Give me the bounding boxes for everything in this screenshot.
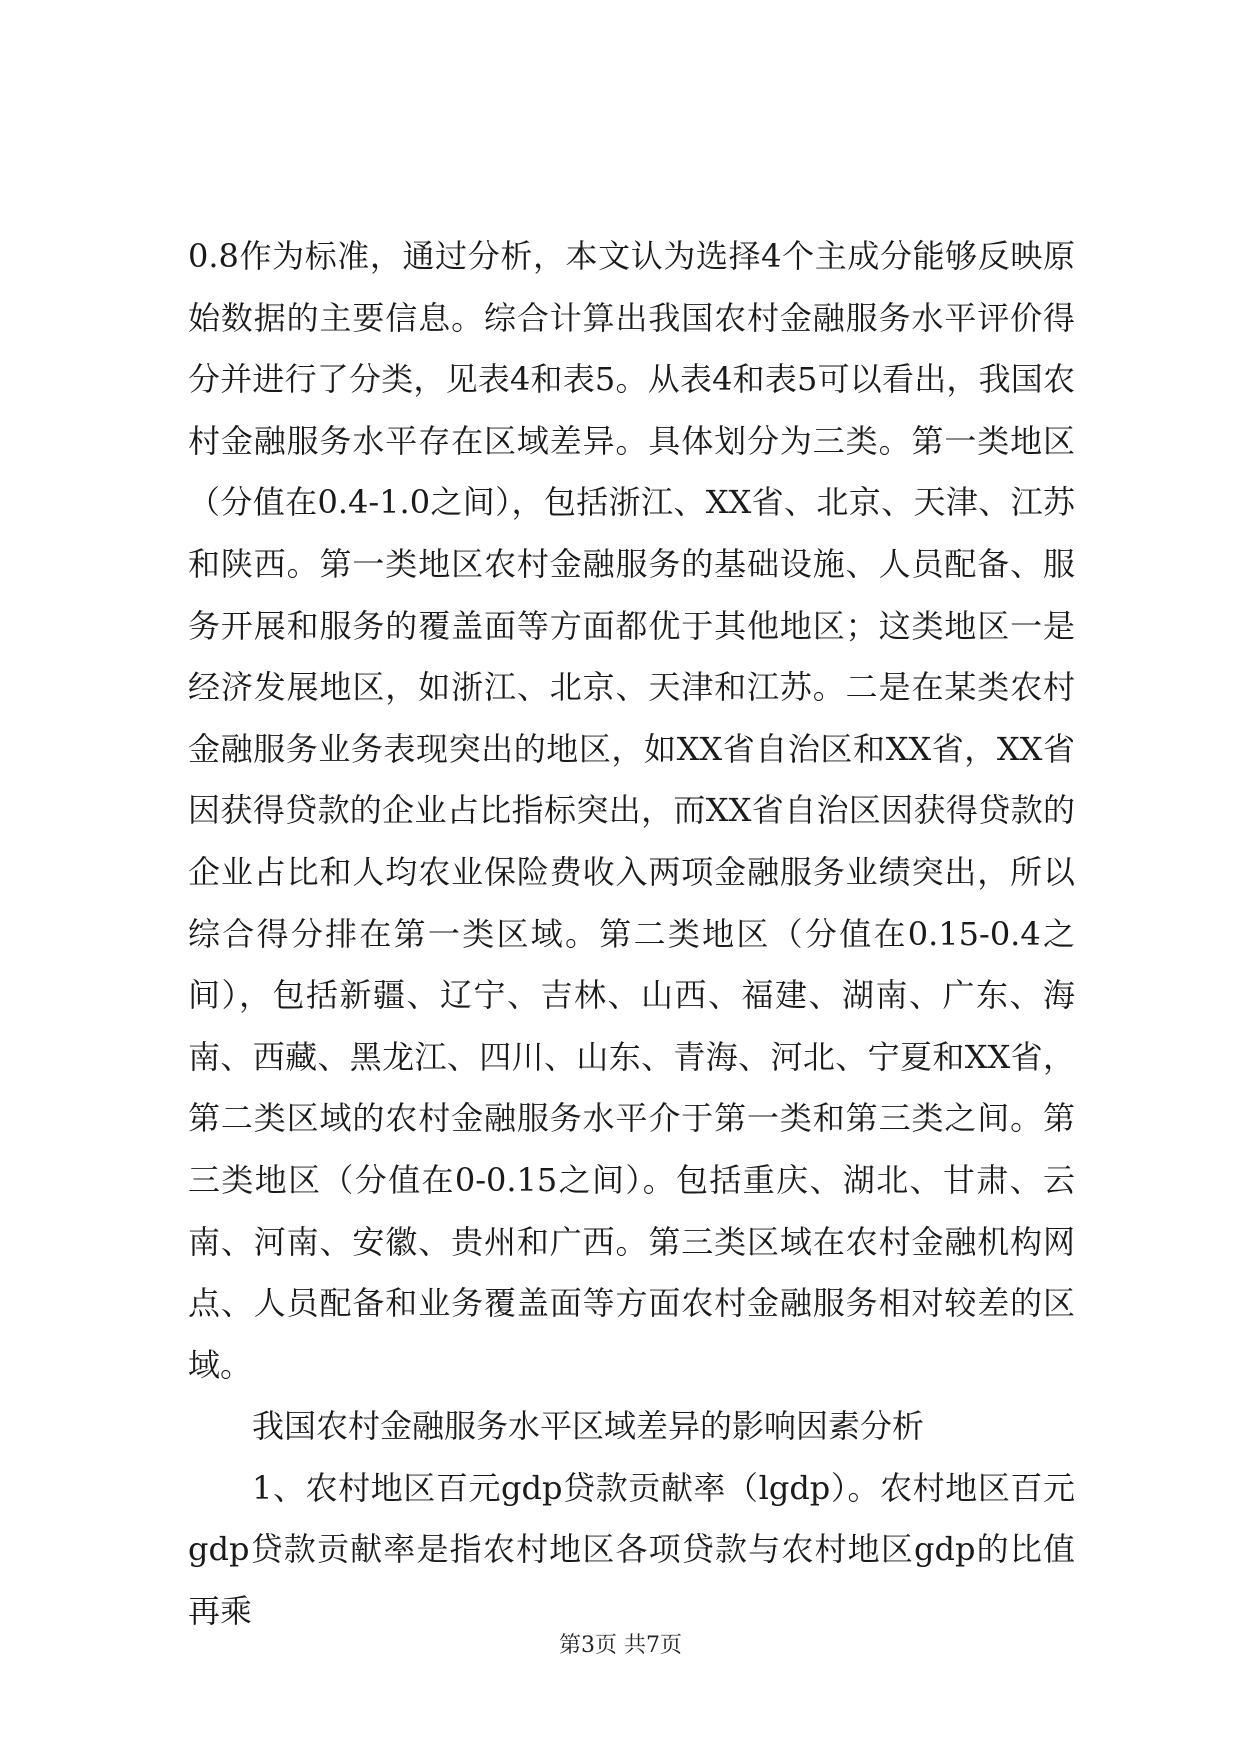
- body-paragraph-analysis-results: 0.8作为标准，通过分析，本文认为选择4个主成分能够反映原始数据的主要信息。综合计算出我国农村金融服务水平评价得分并进行了分类，见表4和表5。从表4和表5可以看出，我国农村金融服务水平存在区域差异。具体划分为三类。第一类地区（分值在0.4-1.0之间），包括浙江、XX省、北京、天津、江苏和陕西。第一类地区农村金融服务的基础设施、人员配备、服务开展和服务的覆盖面等方面都优于其他地区；这类地区一是经济发展地区，如浙江、北京、天津和江苏。二是在某类农村金融服务业务表现突出的地区，如XX省自治区和XX省，XX省因获得贷款的企业占比指标突出，而XX省自治区因获得贷款的企业占比和人均农业保险费收入两项金融服务业绩突出，所以综合得分排在第一类区域。第二类地区（分值在0.15-0.4之间），包括新疆、辽宁、吉林、山西、福建、湖南、广东、海南、西藏、黑龙江、四川、山东、青海、河北、宁夏和XX省，第二类区域的农村金融服务水平介于第一类和第三类之间。第三类地区（分值在0-0.15之间）。包括重庆、湖北、甘肃、云南、河南、安徽、贵州和广西。第三类区域在农村金融机构网点、人员配备和业务覆盖面等方面农村金融服务相对较差的区域。: [188, 237, 1075, 1384]
- section-heading-influence-factors: 我国农村金融服务水平区域差异的影响因素分析: [252, 1407, 925, 1446]
- page-footer: 第3页 共7页: [559, 1633, 682, 1658]
- body-paragraph-lgdp: 1、农村地区百元gdp贷款贡献率（lgdp）。农村地区百元gdp贷款贡献率是指农村地区各项贷款与农村地区gdp的比值再乘: [188, 1468, 1075, 1631]
- document-body: [188, 226, 1075, 1643]
